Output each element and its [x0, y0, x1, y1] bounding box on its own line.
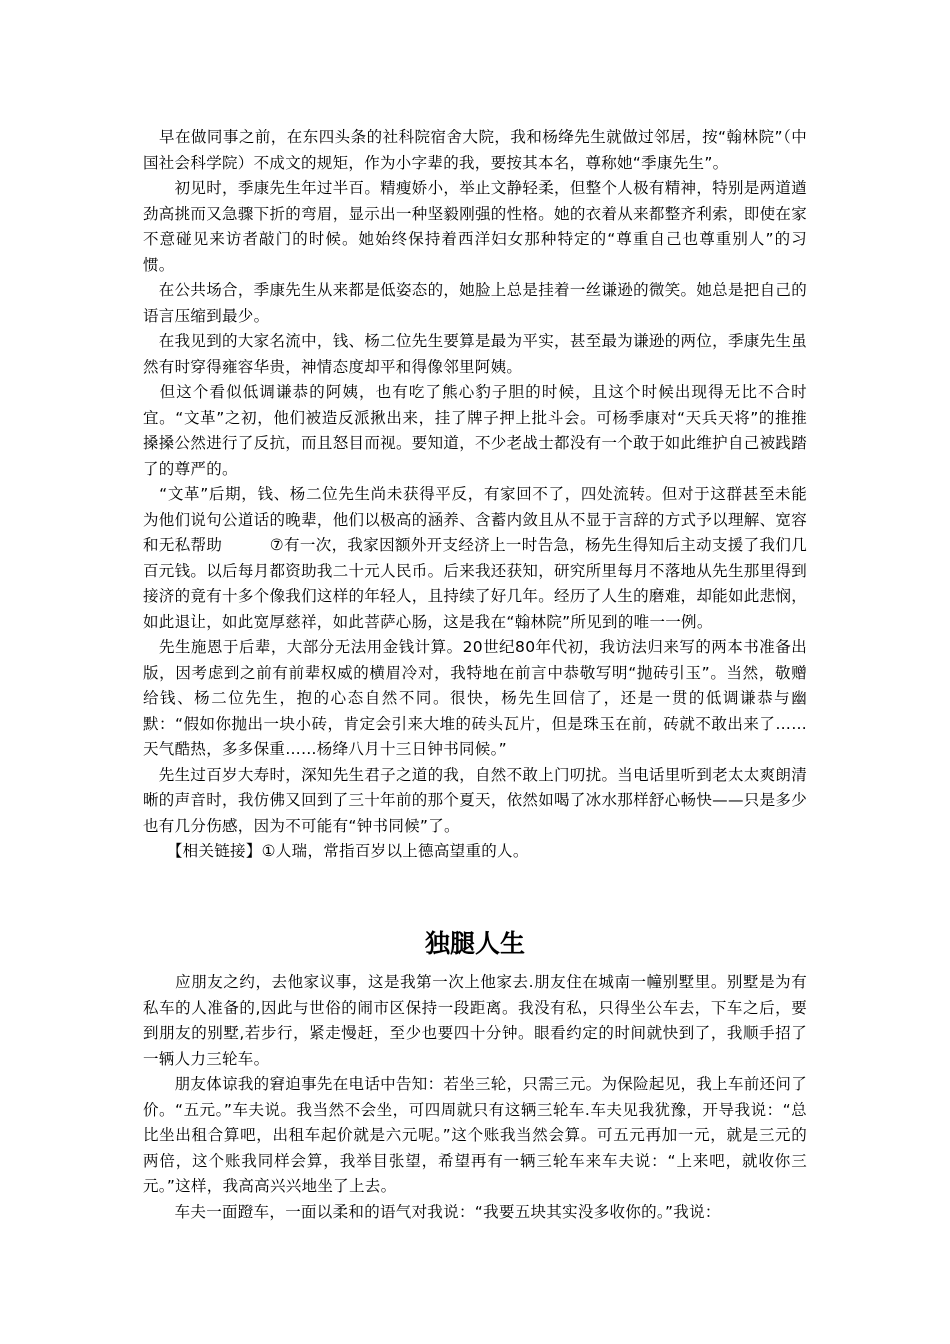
paragraph: 初见时，季康先生年过半百。精瘦娇小，举止文静轻柔，但整个人极有精神，特别是两道遒劲高挑而又急骤下折的弯眉，显示出一种坚毅刚强的性格。她的衣着从来都整齐利索，即使在家不意碰见来访者敲门的时候。她始终保持着西洋妇女那种特定的“尊重自己也尊重别人”的习惯。	[143, 179, 807, 274]
paragraph: 早在做同事之前，在东四头条的社科院宿舍大院，我和杨绛先生就做过邻居，按“翰林院”（中国社会科学院）不成文的规矩，作为小字辈的我，要按其本名，尊称她“季康先生”。	[143, 128, 807, 172]
paragraph: 先生施恩于后辈，大部分无法用金钱计算。20世纪80年代初，我访法归来写的两本书准备出版，因考虑到之前有前辈权威的横眉冷对，我特地在前言中恭敬写明“抛砖引玉”。当然，敬赠给钱、杨二位先生，抱的心态自然不同。很快，杨先生回信了，还是一贯的低调谦恭与幽默：“假如你抛出一块小砖，肯定会引来大堆的砖头瓦片，但是珠玉在前，砖就不敢出来了……天气酷热，多多保重……杨绛八月十三日钟书同候。”	[143, 638, 807, 758]
paragraph: 车夫一面蹬车，一面以柔和的语气对我说：“我要五块其实没多收你的。”我说：	[143, 1202, 721, 1221]
article-title: 独腿人生	[424, 929, 525, 958]
paragraph: 在公共场合，季康先生从来都是低姿态的，她脸上总是挂着一丝谦逊的微笑。她总是把自己的语言压缩到最少。	[143, 281, 807, 325]
paragraph: 但这个看似低调谦恭的阿姨，也有吃了熊心豹子胆的时候，且这个时候出现得无比不合时宜。“文革”之初，他们被造反派揪出来，挂了牌子押上批斗会。可杨季康对“天兵天将”的推推搡搡公然进行了反抗，而且怒目而视。要知道，不少老战士都没有一个敢于如此维护自己被践踏了的尊严的。	[143, 383, 807, 478]
paragraph: 在我见到的大家名流中，钱、杨二位先生要算是最为平实，甚至最为谦逊的两位，季康先生虽然有时穿得雍容华贵，神情态度却平和得像邻里阿姨。	[143, 332, 807, 376]
article-1-body	[143, 125, 807, 865]
paragraph: 先生过百岁大寿时，深知先生君子之道的我，自然不敢上门叨扰。当电话里听到老太太爽朗清晰的声音时，我仿佛又回到了三十年前的那个夏天，依然如喝了冰水那样舒心畅快——只是多少也有几分伤感，因为不可能有“钟书同候”了。	[143, 765, 807, 835]
paragraph: 朋友体谅我的窘迫事先在电话中告知：若坐三轮，只需三元。为保险起见，我上车前还问了价。“五元。”车夫说。我当然不会坐，可四周就只有这辆三轮车.车夫见我犹豫，开导我说：“总比坐出租合算吧，出租车起价就是六元呢。”这个账我当然会算。可五元再加一元，就是三元的两倍，这个账我同样会算，我举目张望，希望再有一辆三轮车来车夫说：“上来吧，就收你三元。”这样，我高高兴兴地坐了上去。	[143, 1075, 807, 1195]
article-2-body	[143, 970, 807, 1225]
related-link-note: 【相关链接】①人瑞，常指百岁以上德高望重的人。	[143, 842, 529, 860]
paragraph: “文革”后期，钱、杨二位先生尚未获得平反，有家回不了，四处流转。但对于这群甚至未能为他们说句公道话的晚辈，他们以极高的涵养、含蓄内敛且从不显于言辞的方式予以理解、宽容和无私帮助 ⑦有一次，我家因额外开支经济上一时告急，杨先生得知后主动支援了我们几百元钱。以后每月都资助我二十元人民币。后来我还获知，研究所里每月不落地从先生那里得到接济的竟有十多个像我们这样的年轻人，且持续了好几年。经历了人生的磨难，却能如此悲悯，如此退让，如此宽厚慈祥，如此菩萨心肠，这是我在“翰林院”所见到的唯一一例。	[143, 485, 807, 631]
paragraph: 应朋友之约，去他家议事，这是我第一次上他家去.朋友住在城南一幢别墅里。别墅是为有私车的人准备的,因此与世俗的闹市区保持一段距离。我没有私，只得坐公车去，下车之后，要到朋友的别墅,若步行，紧走慢赶，至少也要四十分钟。眼看约定的时间就快到了，我顺手招了一辆人力三轮车。	[143, 973, 807, 1068]
